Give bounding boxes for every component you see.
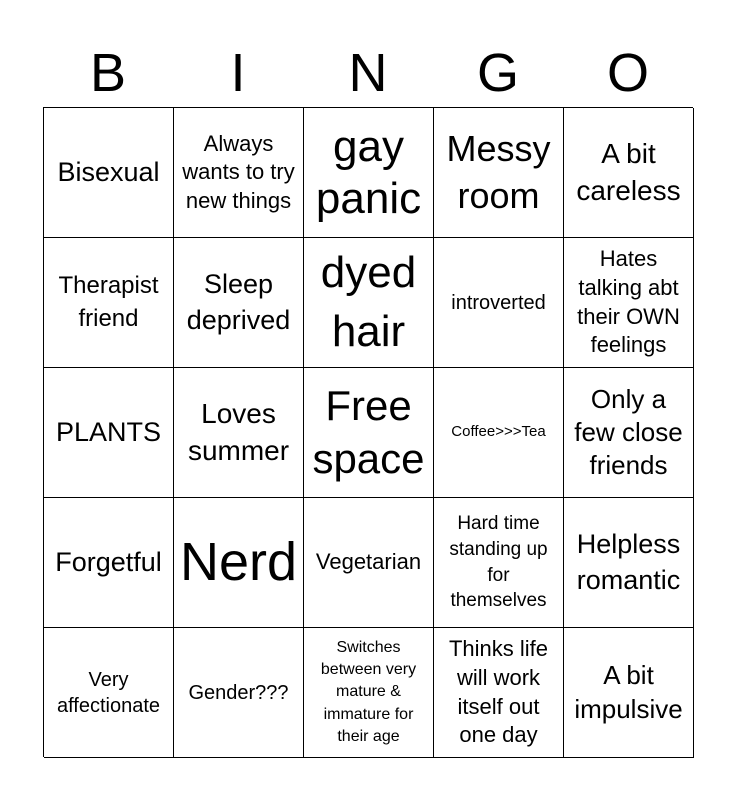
cell-text: Nerd xyxy=(179,532,298,593)
cell-text: Hates talking abt their OWN feelings xyxy=(577,246,680,358)
cell-text: Forgetful xyxy=(55,546,162,577)
cell-text: Messy room xyxy=(446,127,551,216)
cell-text: introverted xyxy=(451,291,546,314)
bingo-cell-g1[interactable] xyxy=(434,108,564,238)
cell-text: Gender??? xyxy=(188,681,289,704)
cell-text: A bit careless xyxy=(576,138,681,206)
cell-text: Sleep deprived xyxy=(186,269,291,335)
cell-text: Vegetarian xyxy=(315,549,422,575)
bingo-cell-o4[interactable] xyxy=(564,498,694,628)
cell-text: Always wants to try new things xyxy=(182,130,295,213)
cell-text: Thinks life will work itself out one day xyxy=(448,636,549,748)
cell-text: dyed hair xyxy=(320,248,417,356)
bingo-cell-b4[interactable] xyxy=(44,498,174,628)
bingo-cell-o2[interactable] xyxy=(564,238,694,368)
bingo-cell-g4[interactable] xyxy=(434,498,564,628)
cell-text: Coffee>>>Tea xyxy=(451,423,546,441)
bingo-cell-b2[interactable] xyxy=(44,238,174,368)
bingo-cell-i5[interactable] xyxy=(174,628,304,758)
bingo-cell-n4[interactable] xyxy=(304,498,434,628)
bingo-cell-n2[interactable] xyxy=(304,238,434,368)
bingo-cell-b3[interactable] xyxy=(44,368,174,498)
bingo-card xyxy=(43,107,693,757)
cell-text: Switches between very mature & immature for their age xyxy=(320,638,417,746)
cell-text: Helpless romantic xyxy=(576,529,681,595)
cell-text: Only a few close friends xyxy=(574,383,683,481)
cell-text: Loves summer xyxy=(187,398,290,466)
cell-text: A bit impulsive xyxy=(574,660,683,724)
bingo-cell-b1[interactable] xyxy=(44,108,174,238)
bingo-cell-o3[interactable] xyxy=(564,368,694,498)
cell-text: Very affectionate xyxy=(56,668,161,717)
cell-text: Bisexual xyxy=(57,156,160,187)
header-letter-o: O xyxy=(606,43,649,103)
bingo-cell-b5[interactable] xyxy=(44,628,174,758)
bingo-cell-g2[interactable] xyxy=(434,238,564,368)
cell-text: Hard time standing up for themselves xyxy=(449,513,548,612)
bingo-cell-i3[interactable] xyxy=(174,368,304,498)
bingo-cell-g5[interactable] xyxy=(434,628,564,758)
bingo-cell-i2[interactable] xyxy=(174,238,304,368)
bingo-cell-n1[interactable] xyxy=(304,108,434,238)
cell-text: gay panic xyxy=(315,121,422,223)
cell-text: Therapist friend xyxy=(58,272,159,332)
bingo-cell-o1[interactable] xyxy=(564,108,694,238)
bingo-cell-i4[interactable] xyxy=(174,498,304,628)
bingo-cell-i1[interactable] xyxy=(174,108,304,238)
cell-text: Free space xyxy=(312,382,425,482)
bingo-cell-o5[interactable] xyxy=(564,628,694,758)
bingo-cell-n3[interactable] xyxy=(304,368,434,498)
bingo-cell-n5[interactable] xyxy=(304,628,434,758)
header-letter-n: N xyxy=(348,43,388,103)
bingo-cell-g3[interactable] xyxy=(434,368,564,498)
header-letter-b: B xyxy=(89,43,127,103)
header-letter-i: I xyxy=(230,43,246,103)
cell-text: PLANTS xyxy=(55,416,162,447)
header-letter-g: G xyxy=(476,43,519,103)
bingo-header xyxy=(43,40,693,106)
